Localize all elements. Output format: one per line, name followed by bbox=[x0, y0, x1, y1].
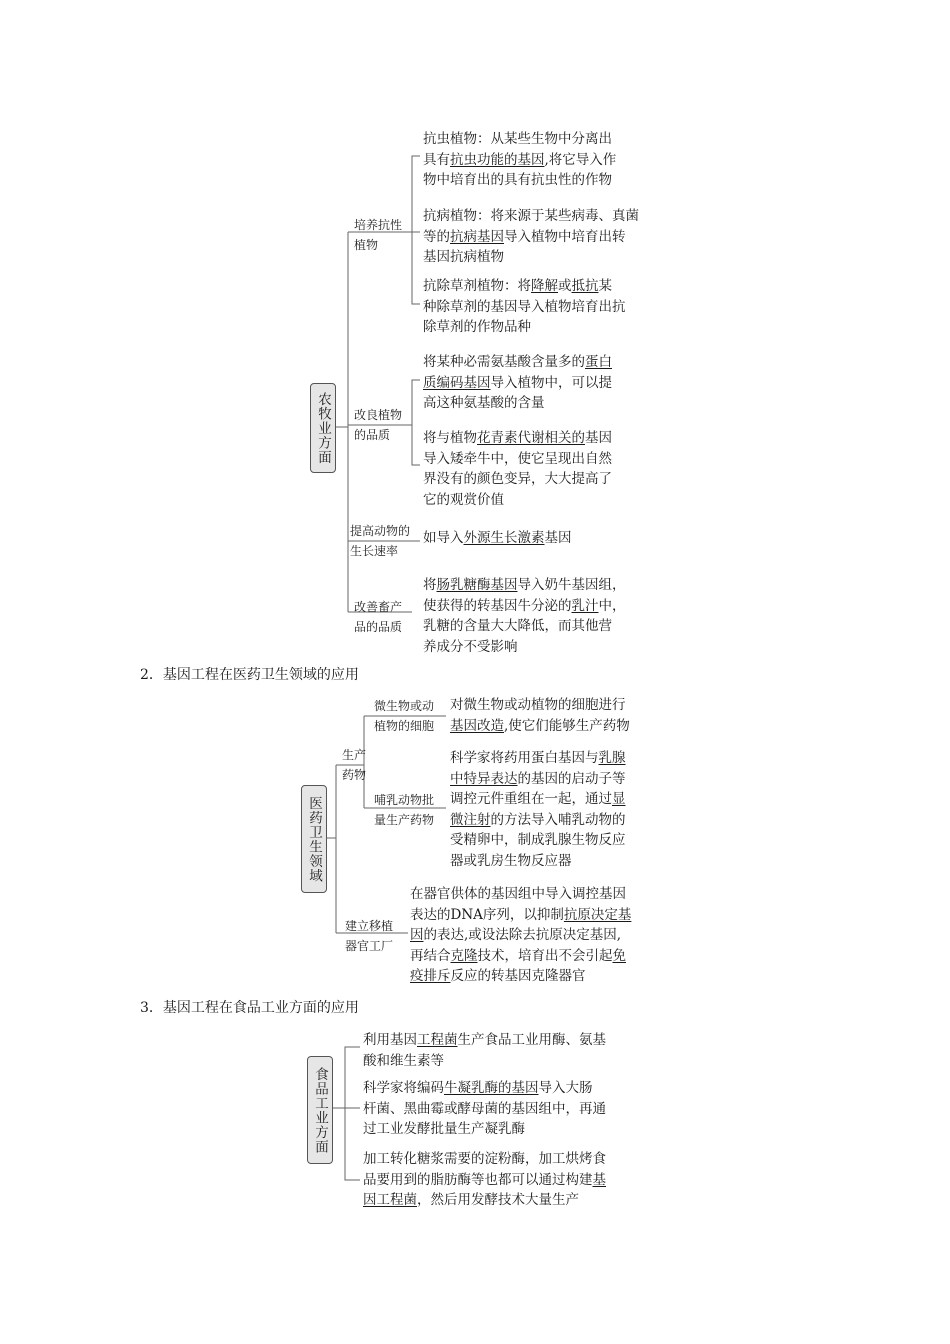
section-heading-3: 3．基因工程在食品工业方面的应用 bbox=[140, 1000, 359, 1016]
key-term: 抗虫功能的基因 bbox=[450, 151, 545, 168]
agri-branch-quality-label bbox=[354, 405, 402, 445]
med-root-box bbox=[301, 785, 327, 893]
text-line: 过工业发酵批量生产凝乳酶 bbox=[363, 1121, 525, 1137]
text-line: 界没有的颜色变异，大大提高了 bbox=[423, 471, 612, 487]
text-line: 调控元件重组在一起，通过 bbox=[450, 791, 612, 807]
key-term: 乳腺 bbox=[598, 750, 626, 766]
text-line: 除草剂的作物品种 bbox=[423, 319, 531, 335]
text-line: 抗虫植物：从某些生物中分离出 bbox=[423, 131, 612, 147]
agri-branch-resistance-label bbox=[354, 215, 402, 255]
text-line: 的表达,或设法除去抗原决定基因, bbox=[423, 927, 622, 943]
text-line: 再结合 bbox=[410, 947, 451, 964]
text-line: 某 bbox=[598, 278, 612, 294]
label-line: 植物的细胞 bbox=[374, 719, 435, 733]
text-line: 反应的转基因克隆器官 bbox=[450, 968, 586, 984]
text-line: 种除草剂的基因导入植物培育出抗 bbox=[423, 298, 626, 315]
key-term: 中特异表达 bbox=[450, 770, 518, 787]
agri-amino-acid-item bbox=[423, 352, 612, 414]
key-term: 花青素代谢相关的 bbox=[477, 430, 585, 446]
agri-anthocyanin-item bbox=[423, 428, 612, 510]
med-organ-label bbox=[345, 916, 393, 956]
text-line: 的基因的启动子等 bbox=[517, 770, 626, 787]
agri-disease-resistant-item bbox=[423, 206, 639, 268]
text-line: 表达的DNA序列，以抑制 bbox=[410, 906, 564, 923]
food-engineered-bacteria-item bbox=[363, 1030, 606, 1071]
text-line: 或 bbox=[558, 278, 572, 294]
text-line: 技术，培育出不会引起 bbox=[477, 947, 613, 964]
med-root-label: 医药卫生领域 bbox=[306, 795, 322, 883]
label-line: 量生产药物 bbox=[374, 813, 435, 827]
med-microbe-item bbox=[450, 695, 630, 736]
label-line: 培养抗性 bbox=[354, 218, 403, 232]
food-root-label: 食品工业方面 bbox=[312, 1066, 328, 1154]
med-mammal-label bbox=[374, 790, 434, 830]
label-line: 品的品质 bbox=[354, 620, 403, 634]
label-line: 微生物或动 bbox=[374, 699, 435, 713]
food-chymosin-item bbox=[363, 1078, 606, 1140]
label-line: 建立移植 bbox=[345, 919, 394, 933]
key-term: 乳汁 bbox=[571, 597, 599, 614]
key-term: 基因改造 bbox=[450, 717, 504, 734]
key-term: 因工程菌 bbox=[363, 1192, 417, 1208]
text-line: 养成分不受影响 bbox=[423, 638, 518, 655]
text-line: 基因 bbox=[544, 530, 572, 546]
text-line: 科学家将药用蛋白基因与 bbox=[450, 750, 599, 766]
text-line: 使获得的转基因牛分泌的 bbox=[423, 597, 572, 614]
key-term: 工程菌 bbox=[417, 1032, 458, 1048]
key-term: 免 bbox=[612, 947, 626, 964]
label-line: 生长速率 bbox=[350, 544, 399, 558]
label-line: 提高动物的 bbox=[350, 524, 411, 538]
text-line: 对微生物或动植物的细胞进行 bbox=[450, 697, 626, 713]
key-term: 微注射 bbox=[450, 811, 491, 828]
text-line: 加工转化糖浆需要的淀粉酶，加工烘烤食 bbox=[363, 1151, 606, 1167]
key-term: 抗原决定基 bbox=[563, 906, 632, 923]
med-branch-drug-label bbox=[342, 745, 366, 785]
key-term: 牛凝乳酶的基因 bbox=[444, 1080, 539, 1096]
agri-insect-resistant-item bbox=[423, 129, 616, 191]
text-line: 利用基因 bbox=[363, 1032, 417, 1048]
text-line: 基因 bbox=[585, 430, 612, 446]
text-line: 品要用到的脂肪酶等也都可以通过构建 bbox=[363, 1171, 593, 1188]
agri-branch-livestock-label bbox=[354, 597, 402, 637]
agri-branch-growth-label bbox=[350, 521, 410, 561]
text-line: 等的 bbox=[423, 228, 450, 245]
label-line: 改善畜产 bbox=[354, 600, 403, 614]
text-line: 高这种氨基酸的含量 bbox=[423, 395, 545, 411]
key-term: 基 bbox=[592, 1171, 606, 1188]
label-line: 哺乳动物批 bbox=[374, 793, 435, 807]
key-term: 降解 bbox=[531, 278, 558, 294]
key-term: 显 bbox=[612, 791, 626, 807]
text-line: 基因抗病植物 bbox=[423, 249, 504, 265]
agri-herbicide-resistant-item bbox=[423, 276, 626, 338]
text-line: 导入大肠 bbox=[538, 1080, 593, 1096]
med-organ-item bbox=[410, 884, 631, 987]
text-line: 导入植物中培育出转 bbox=[504, 228, 626, 245]
text-line: ,使它们能够生产药物 bbox=[504, 717, 630, 734]
text-line: 导入植物中，可以提 bbox=[490, 374, 612, 391]
text-line: 抗除草剂植物：将 bbox=[423, 278, 531, 294]
text-line: 科学家将编码 bbox=[363, 1080, 444, 1096]
key-term: 质编码基因 bbox=[423, 374, 491, 391]
text-line: 在器官供体的基因组中导入调控基因 bbox=[410, 886, 626, 902]
text-line: 具有 bbox=[423, 151, 450, 168]
label-line: 植物 bbox=[354, 238, 379, 252]
agri-root-label: 农牧业方面 bbox=[315, 391, 331, 465]
food-root-box bbox=[307, 1056, 333, 1164]
text-line: 中， bbox=[598, 597, 626, 614]
text-line: 生产食品工业用酶、氨基 bbox=[457, 1032, 606, 1048]
key-term: 外源生长激素 bbox=[463, 530, 545, 546]
key-term: 疫排斥 bbox=[410, 968, 451, 984]
text-line: ,将它导入作 bbox=[544, 151, 617, 168]
text-line: 导入奶牛基因组， bbox=[517, 577, 626, 593]
key-term: 克隆 bbox=[450, 947, 478, 964]
key-term: 抵抗 bbox=[571, 278, 599, 294]
key-term: 肠乳糖酶基因 bbox=[436, 577, 518, 593]
label-line: 生产 bbox=[342, 748, 367, 762]
text-line: 将某种必需氨基酸含量多的 bbox=[423, 354, 585, 370]
text-line: 杆菌、黑曲霉或酵母菌的基因组中，再通 bbox=[363, 1100, 606, 1117]
label-line: 药物 bbox=[342, 768, 367, 782]
text-line: 将 bbox=[423, 577, 437, 593]
text-line: 乳糖的含量大大降低，而其他营 bbox=[423, 618, 612, 634]
food-enzyme-item bbox=[363, 1149, 606, 1211]
med-microbe-label bbox=[374, 696, 434, 736]
text-line: 导入矮牵牛中，使它呈现出自然 bbox=[423, 450, 612, 467]
section-heading-2: 2．基因工程在医药卫生领域的应用 bbox=[140, 667, 359, 683]
label-line: 器官工厂 bbox=[345, 939, 394, 953]
text-line: 器或乳房生物反应器 bbox=[450, 852, 572, 869]
key-term: 蛋白 bbox=[585, 354, 612, 370]
agri-growth-hormone-item bbox=[423, 528, 572, 549]
text-line: 物中培育出的具有抗虫性的作物 bbox=[423, 172, 612, 188]
text-line: 如导入 bbox=[423, 530, 464, 546]
key-term: 抗病基因 bbox=[450, 228, 504, 245]
text-line: 受精卵中，制成乳腺生物反应 bbox=[450, 832, 626, 848]
agri-lactase-item bbox=[423, 575, 626, 657]
text-line: 抗病植物：将来源于某些病毒、真菌 bbox=[423, 208, 639, 224]
text-line: ，然后用发酵技术大量生产 bbox=[417, 1192, 579, 1208]
key-term: 因 bbox=[410, 927, 424, 943]
label-line: 改良植物 bbox=[354, 408, 403, 422]
text-line: 它的观赏价值 bbox=[423, 491, 504, 508]
agri-root-box bbox=[310, 383, 336, 473]
label-line: 的品质 bbox=[354, 428, 391, 442]
med-mammal-item bbox=[450, 748, 626, 871]
text-line: 的方法导入哺乳动物的 bbox=[490, 811, 626, 828]
text-line: 酸和维生素等 bbox=[363, 1052, 444, 1069]
text-line: 将与植物 bbox=[423, 430, 477, 446]
